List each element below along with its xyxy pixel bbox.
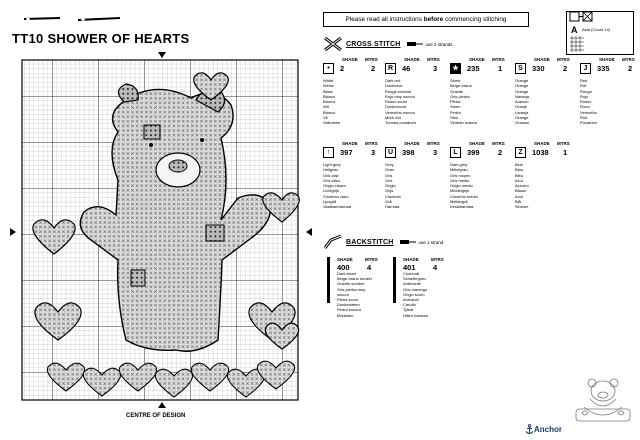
colour-name: Tjärat <box>403 307 414 313</box>
colour-name: Mellangrå <box>450 199 468 205</box>
colour-name: Hellgrau <box>323 167 338 173</box>
colour-names <box>515 162 573 210</box>
shade-number: 1038 <box>532 148 549 157</box>
thread-235 <box>450 57 508 126</box>
shade-number: 400 <box>337 263 350 272</box>
colour-name: Schiefergrau <box>403 276 426 282</box>
colour-name: Blanco <box>323 109 336 115</box>
metres-value: 2 <box>563 64 568 73</box>
thread-46 <box>385 57 443 126</box>
shade-header: SHADE <box>404 141 420 146</box>
colour-name: Gris medio <box>450 177 470 183</box>
colour-name: Grigio scuro <box>403 291 425 297</box>
shade-number: 46 <box>402 64 411 73</box>
colour-name: Vit <box>323 115 328 121</box>
thread-397 <box>323 141 381 210</box>
colour-name: Gris piedra <box>450 93 470 99</box>
chart-title: TT10 SHOWER OF HEARTS <box>12 31 190 46</box>
colour-name: Punainen <box>580 120 597 126</box>
colour-name: Cinzento claro <box>323 193 349 199</box>
instructions-banner <box>323 12 529 27</box>
needle-icon <box>400 239 416 245</box>
colour-names <box>337 271 399 318</box>
colour-name: Pietra <box>450 99 461 105</box>
shade-number: 401 <box>403 263 416 272</box>
colour-name: Grigio chiaro <box>323 183 346 189</box>
colour-name: Red <box>580 78 588 83</box>
backstitch-title: BACKSTITCH <box>346 238 394 246</box>
instructions-bold: before <box>423 16 444 23</box>
colour-name: Granite sombre <box>337 281 365 287</box>
colour-name: Sten <box>450 115 459 121</box>
colour-name: Grijs <box>385 188 394 194</box>
colour-name: Charcoal <box>403 271 420 276</box>
colour-name: Sininen <box>515 204 529 210</box>
colour-name: Orange <box>515 115 529 121</box>
colour-name: Gris <box>385 172 393 178</box>
shade-number: 330 <box>532 64 545 73</box>
backstitch-icon <box>323 234 343 250</box>
colour-name: Blanco <box>323 93 336 99</box>
symbol-arrow-up: ↑ <box>323 147 334 158</box>
colour-name: Rouge sombre <box>385 88 412 94</box>
colour-name: Vaaleanharmaa <box>323 204 351 210</box>
metres-value: 2 <box>371 64 376 73</box>
thread-398 <box>385 141 443 210</box>
colour-name: Cinzento <box>385 193 401 199</box>
colour-names <box>580 78 638 126</box>
shade-header: SHADE <box>403 257 419 262</box>
mtrs-header: MTRS <box>365 57 378 62</box>
mtrs-header: MTRS <box>557 141 570 146</box>
colour-name: Rojo muy oscuro <box>385 93 416 99</box>
colour-name: Granite <box>450 88 464 94</box>
colour-names <box>450 162 508 210</box>
colour-name: Beige-braun dunkel <box>337 276 372 282</box>
mtrs-header: MTRS <box>622 57 635 62</box>
shade-header: SHADE <box>534 141 550 146</box>
aida-label: Aida (Count 14) <box>582 27 611 32</box>
colour-name: Dark red <box>385 78 401 83</box>
colour-name: Dunkelrot <box>385 83 403 89</box>
symbol-dot: • <box>323 63 334 74</box>
colour-name: Weiss <box>323 83 334 89</box>
shade-header: SHADE <box>469 141 485 146</box>
mtrs-header: MTRS <box>427 57 440 62</box>
metres-value: 2 <box>498 148 503 157</box>
colour-name: Beige-braun <box>450 83 472 89</box>
colour-name: Anthracite <box>403 281 422 287</box>
colour-name: Grigio medio <box>450 183 473 189</box>
colour-name: Dark grey <box>450 162 468 167</box>
needles-icon <box>22 15 122 23</box>
aida-grid-icon <box>570 36 584 52</box>
colour-name: Antraciet <box>403 297 419 303</box>
colour-name: Laranja <box>515 109 529 115</box>
colour-name: Orange <box>515 83 529 89</box>
colour-names <box>323 162 381 210</box>
metres-value: 1 <box>563 148 568 157</box>
colour-name: Gris piedra muy <box>337 286 366 292</box>
colour-name: Blau <box>515 167 524 173</box>
shade-number: 2 <box>340 64 345 73</box>
thread-1038 <box>515 141 573 210</box>
shade-header: SHADE <box>342 57 358 62</box>
colour-name: Carvão <box>403 302 416 308</box>
colour-name: Gris <box>385 177 393 183</box>
colour-name: Gris marengo <box>403 286 428 292</box>
colour-name: Cinzento médio <box>450 193 478 199</box>
cross-stitch-chart <box>6 50 316 428</box>
colour-name: Mörk röd <box>385 115 401 121</box>
colour-name: Rouge <box>580 88 592 94</box>
backstitch-400 <box>327 257 399 318</box>
colour-name: Oranje <box>515 104 528 110</box>
shade-header: SHADE <box>534 57 550 62</box>
cross-stitch-icon <box>323 36 343 52</box>
symbol-s: S <box>515 63 526 74</box>
colour-name: Blå <box>515 199 521 205</box>
colour-name: Blue <box>515 162 524 167</box>
colour-name: Dark stone <box>337 271 357 276</box>
colour-name: White <box>323 78 334 83</box>
colour-name: Bleu <box>515 172 524 178</box>
colour-name: Keskiharmaa <box>450 204 474 210</box>
shade-number: 335 <box>597 64 610 73</box>
thread-335 <box>580 57 638 126</box>
colour-name: Donkerrood <box>385 104 406 110</box>
colour-names <box>385 162 443 210</box>
colour-name: Arancio <box>515 99 529 105</box>
bear-sketch-image <box>572 373 634 423</box>
brand-logo: Anchor <box>534 425 562 434</box>
colour-name: Vermelho <box>580 109 597 115</box>
colour-name: Pietra scuro <box>337 297 359 303</box>
line-swatch <box>327 257 330 303</box>
symbol-r: R <box>385 63 396 74</box>
shade-number: 399 <box>467 148 480 157</box>
symbol-u: U <box>385 147 396 158</box>
instructions-text: Please read all instructions <box>345 16 424 23</box>
colour-name: Azzurro <box>515 183 529 189</box>
cross-stitch-header <box>323 36 453 52</box>
thread-330 <box>515 57 573 126</box>
colour-name: Donkersteen <box>337 302 360 308</box>
metres-value: 2 <box>628 64 633 73</box>
colour-names <box>450 78 508 126</box>
colour-name: Vermelho escuro <box>385 109 416 115</box>
colour-name: Light grey <box>323 162 341 167</box>
metres-value: 3 <box>433 148 438 157</box>
colour-name: Oranssi <box>515 120 529 126</box>
symbol-l: L <box>450 147 461 158</box>
mtrs-header: MTRS <box>431 257 444 262</box>
colour-name: Harmaa <box>385 204 400 210</box>
colour-name: Grå <box>385 199 392 205</box>
cross-stitch-title: CROSS STITCH <box>346 40 401 48</box>
colour-name: Pedra <box>450 109 461 115</box>
thread-399 <box>450 141 508 210</box>
metres-value: 4 <box>433 263 438 272</box>
colour-name: Rood <box>580 104 590 110</box>
colour-name: Rosso <box>580 99 592 105</box>
needle-icon <box>407 41 423 47</box>
shade-header: SHADE <box>337 257 353 262</box>
colour-name: Orange <box>515 88 529 94</box>
backstitch-401 <box>393 257 465 318</box>
colour-name: Valkoinen <box>323 120 341 126</box>
colour-name: Blauw <box>515 188 526 194</box>
colour-name: Hiilen harmaa <box>403 312 428 318</box>
colour-name: Gris clair <box>323 172 339 178</box>
colour-name: Vihreän ruskea <box>450 120 477 126</box>
colour-name: Rojo <box>580 93 589 99</box>
shade-header: SHADE <box>342 141 358 146</box>
colour-names <box>515 78 573 126</box>
symbol-z: Z <box>515 147 526 158</box>
cross-stitch-strands: use 2 strands <box>425 41 453 47</box>
shade-number: 235 <box>467 64 480 73</box>
shade-header: SHADE <box>599 57 615 62</box>
shade-number: 397 <box>340 148 353 157</box>
colour-name: Ljusgrå <box>323 199 337 205</box>
mtrs-header: MTRS <box>427 141 440 146</box>
backstitch-strands: use 1 strand <box>418 239 444 245</box>
colour-name: Tumma punainen <box>385 120 416 126</box>
symbol-j: J <box>580 63 591 74</box>
colour-name: Azul <box>515 193 523 199</box>
line-swatch <box>393 257 396 303</box>
colour-names <box>323 78 381 126</box>
colour-name: Stone <box>450 78 461 83</box>
colour-name: Röd <box>580 115 588 121</box>
centre-of-design-label: CENTRE OF DESIGN <box>126 413 186 419</box>
colour-name: Lichtgrijs <box>323 188 339 194</box>
colour-name: Gris claro <box>323 177 341 183</box>
metres-value: 4 <box>367 263 372 272</box>
fabric-icon <box>568 11 594 23</box>
anchor-icon <box>525 424 534 435</box>
mtrs-header: MTRS <box>492 141 505 146</box>
shade-number: 398 <box>402 148 415 157</box>
thread-2 <box>323 57 381 126</box>
colour-name: Mittelgrau <box>450 167 468 173</box>
colour-names <box>385 78 443 126</box>
mtrs-header: MTRS <box>365 257 378 262</box>
colour-name: Grigio <box>385 183 396 189</box>
colour-name: Blanc <box>323 88 334 94</box>
metres-value: 1 <box>498 64 503 73</box>
shade-header: SHADE <box>469 57 485 62</box>
colour-names <box>403 271 465 318</box>
instructions-text-end: commencing stitching <box>443 16 507 23</box>
colour-name: Grey <box>385 162 394 167</box>
colour-name: Naranja <box>515 93 530 99</box>
colour-name: Grau <box>385 167 394 173</box>
colour-name: Azul <box>515 177 523 183</box>
colour-name: Orange <box>515 78 529 83</box>
aida-symbol: A <box>571 25 578 35</box>
symbol-star: ★ <box>450 63 461 74</box>
colour-name: Steen <box>450 104 461 110</box>
backstitch-header <box>323 234 443 250</box>
metres-value: 3 <box>371 148 376 157</box>
colour-name: Gris moyen <box>450 172 471 178</box>
mtrs-header: MTRS <box>557 57 570 62</box>
colour-name: oscuro <box>337 291 350 297</box>
colour-name: Wit <box>323 104 329 110</box>
colour-name: Bianco <box>323 99 336 105</box>
colour-name: Pedra escura <box>337 307 361 313</box>
metres-value: 3 <box>433 64 438 73</box>
mtrs-header: MTRS <box>365 141 378 146</box>
mtrs-header: MTRS <box>492 57 505 62</box>
colour-name: Mörksten <box>337 312 354 318</box>
chart-grid <box>6 50 316 428</box>
colour-name: Middelgrijs <box>450 188 470 194</box>
colour-name: Rosso scuro <box>385 99 408 105</box>
shade-header: SHADE <box>404 57 420 62</box>
colour-name: Rot <box>580 83 587 89</box>
